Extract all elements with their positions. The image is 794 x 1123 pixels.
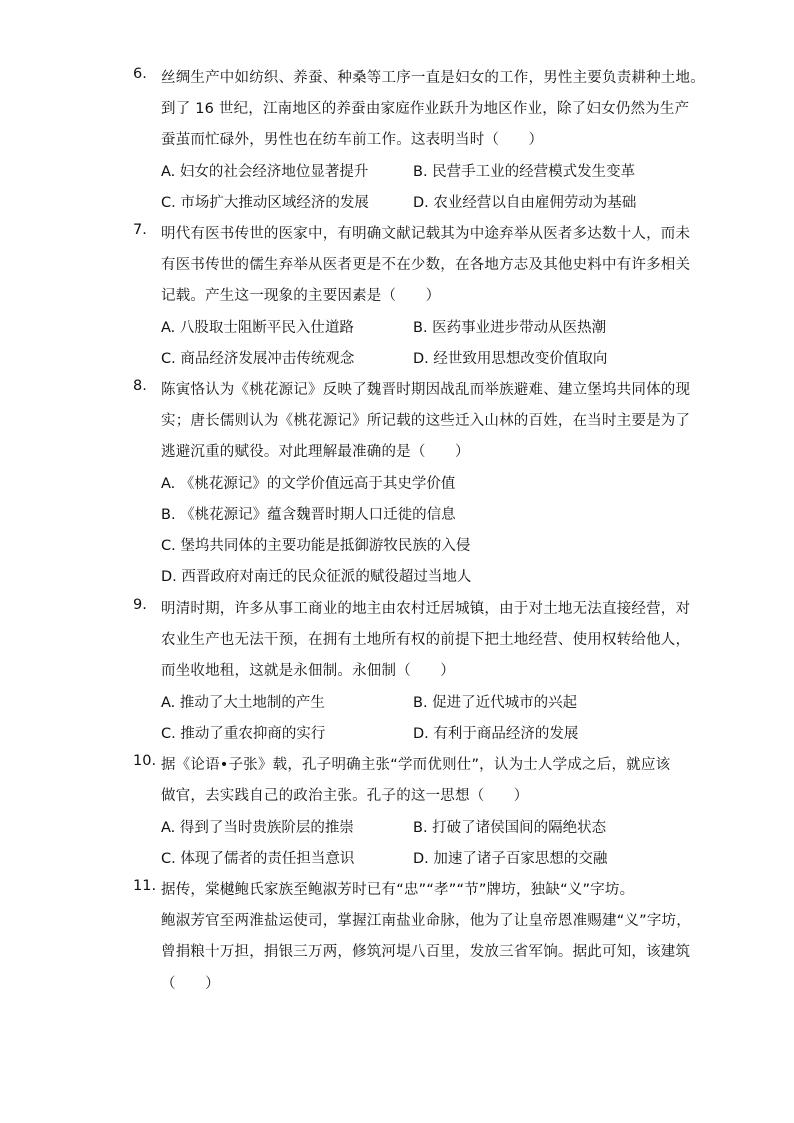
option-d: D. 经世致用思想改变价值取向 bbox=[413, 351, 608, 367]
option-b: B. 医药事业进步带动从医热潮 bbox=[413, 320, 607, 336]
answer-bracket: （ ） bbox=[161, 976, 220, 992]
option-b: B. 促进了近代城市的兴起 bbox=[413, 695, 578, 711]
question-text-line: 鲍淑芳官至两淮盐运使司，掌握江南盐业命脉，他为了让皇帝恩准赐建“义”字坊， bbox=[161, 913, 691, 929]
option-c: C. 体现了儒者的责任担当意识 bbox=[161, 851, 355, 867]
option-c: C. 商品经济发展冲击传统观念 bbox=[161, 351, 355, 367]
question-text-line: 据传，棠樾鲍氏家族至鲍淑芳时已有“忠”“孝”“节”牌坊，独缺“义”字坊。 bbox=[161, 882, 635, 898]
question-number: 8. bbox=[133, 378, 147, 394]
question-number: 10. bbox=[133, 753, 157, 769]
option-a: A. 推动了大土地制的产生 bbox=[161, 695, 325, 711]
question-text-line: 丝绸生产中如纺织、养蚕、种桑等工序一直是妇女的工作，男性主要负责耕种土地。 bbox=[161, 70, 705, 86]
option-d: D. 加速了诸子百家思想的交融 bbox=[413, 851, 608, 867]
option-b: B. 打破了诸侯国间的隔绝状态 bbox=[413, 820, 607, 836]
option-d: D. 农业经营以自由雇佣劳动为基础 bbox=[413, 195, 637, 211]
question-text-line: 实；唐长儒则认为《桃花源记》所记载的这些迁入山林的百姓，在当时主要是为了 bbox=[161, 413, 691, 429]
option-b: B. 民营手工业的经营模式发生变革 bbox=[413, 164, 636, 180]
option-a: A. 《桃花源记》的文学价值远高于其史学价值 bbox=[161, 476, 456, 492]
question-text-line: 记载。产生这一现象的主要因素是（ ） bbox=[161, 288, 441, 304]
question-text-line: 明代有医书传世的医家中，有明确文献记载其为中途弃举从医者多达数十人，而未 bbox=[161, 226, 691, 242]
option-c: C. 堡坞共同体的主要功能是抵御游牧民族的入侵 bbox=[161, 538, 471, 554]
option-d: D. 西晋政府对南迁的民众征派的赋役超过当地人 bbox=[161, 569, 472, 585]
option-b: B. 《桃花源记》蕴含魏晋时期人口迁徙的信息 bbox=[161, 507, 456, 523]
question-text-line: 曾捐粮十万担，捐银三万两，修筑河堤八百里，发放三省军饷。据此可知，该建筑 bbox=[161, 944, 691, 960]
option-c: C. 市场扩大推动区域经济的发展 bbox=[161, 195, 369, 211]
option-a: A. 妇女的社会经济地位显著提升 bbox=[161, 164, 369, 180]
question-number: 7. bbox=[133, 222, 147, 238]
question-number: 6. bbox=[133, 66, 147, 82]
option-c: C. 推动了重农抑商的实行 bbox=[161, 726, 326, 742]
question-text-line: 据《论语•子张》载，孔子明确主张“学而优则仕”，认为士人学成之后，就应该 bbox=[161, 757, 671, 773]
question-number: 9. bbox=[133, 597, 147, 613]
question-number: 11. bbox=[133, 878, 157, 894]
question-text-line: 明清时期，许多从事工商业的地主由农村迁居城镇，由于对土地无法直接经营，对 bbox=[161, 601, 691, 617]
question-text-line: 农业生产也无法干预，在拥有土地所有权的前提下把土地经营、使用权转给他人， bbox=[161, 632, 691, 648]
question-text-line: 到了 16 世纪，江南地区的养蚕由家庭作业跃升为地区作业，除了妇女仍然为生产 bbox=[161, 101, 690, 117]
question-text-line: 蚕茧而忙碌外，男性也在纺车前工作。这表明当时（ ） bbox=[161, 132, 544, 148]
question-text-line: 有医书传世的儒生弃举从医者更是不在少数，在各地方志及其他史料中有许多相关 bbox=[161, 257, 691, 273]
option-a: A. 得到了当时贵族阶层的推崇 bbox=[161, 820, 354, 836]
question-text-line: 而坐收地租，这就是永佃制。永佃制（ ） bbox=[161, 663, 455, 679]
question-text-line: 陈寅恪认为《桃花源记》反映了魏晋时期因战乱而举族避难、建立堡坞共同体的现 bbox=[161, 382, 691, 398]
question-text-line: 逃避沉重的赋役。对此理解最准确的是（ ） bbox=[161, 444, 470, 460]
option-a: A. 八股取士阻断平民入仕道路 bbox=[161, 320, 354, 336]
question-text-line: 做官，去实践自己的政治主张。孔子的这一思想（ ） bbox=[161, 788, 529, 804]
option-d: D. 有利于商品经济的发展 bbox=[413, 726, 579, 742]
